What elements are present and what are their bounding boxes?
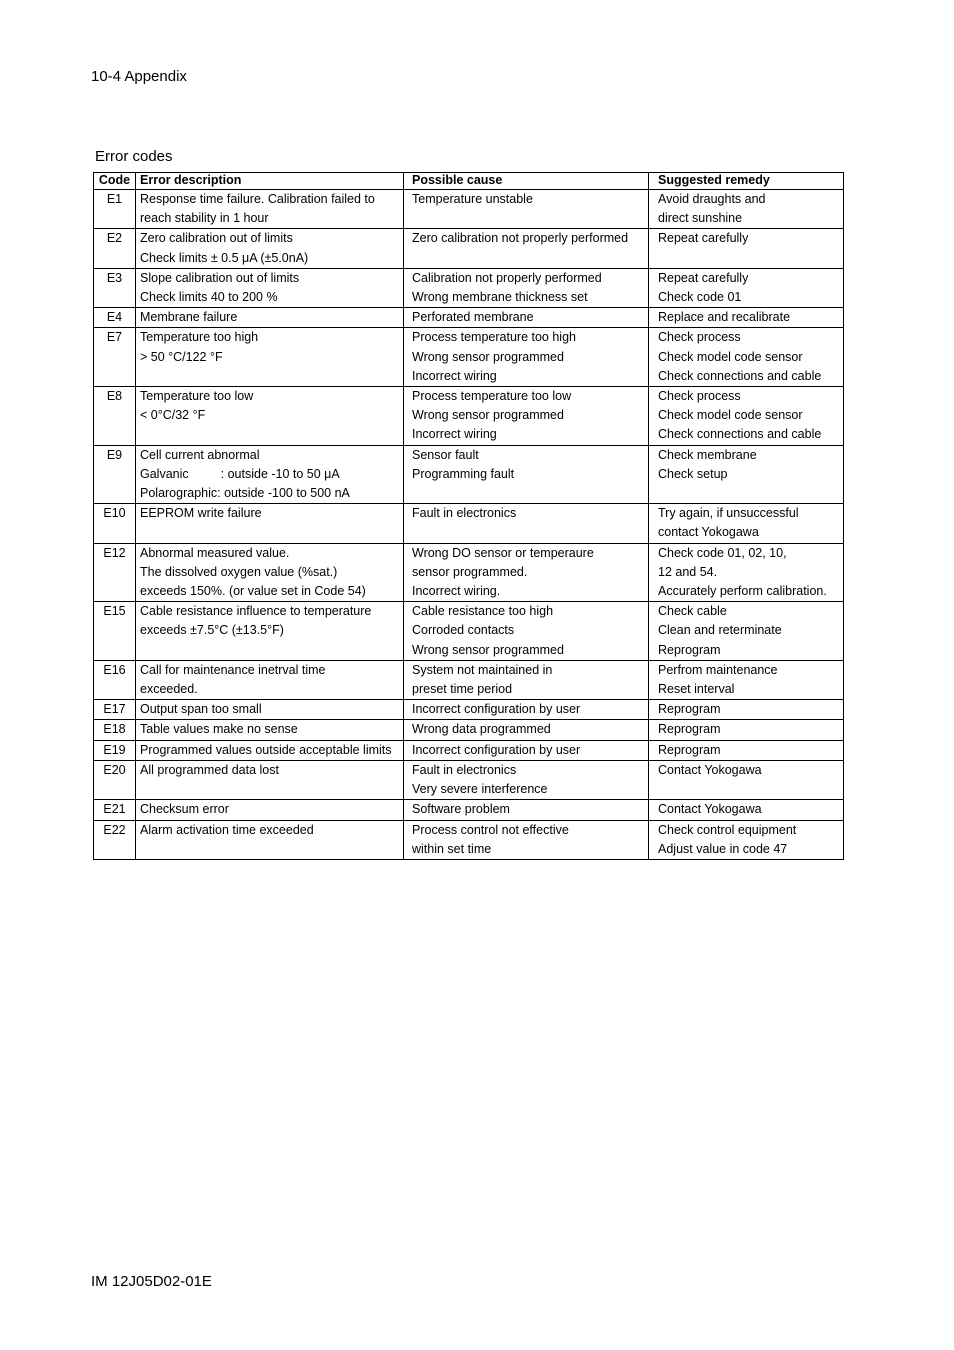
description-line: exceeds 150%. (or value set in Code 54)	[140, 584, 366, 599]
column-header-code: Code	[94, 173, 136, 190]
error-code-cell: E17	[94, 700, 136, 720]
remedy-line: Reprogram	[658, 742, 721, 757]
table-row	[94, 190, 844, 229]
possible-cause-cell	[404, 740, 649, 760]
possible-cause-cell	[404, 660, 649, 699]
cause-line: sensor programmed.	[412, 564, 528, 579]
error-code-cell: E2	[94, 229, 136, 268]
description-line: exceeded.	[140, 682, 198, 697]
suggested-remedy-cell	[649, 602, 844, 661]
suggested-remedy-cell	[649, 820, 844, 859]
error-description-cell	[136, 543, 404, 602]
error-code-cell: E9	[94, 445, 136, 504]
description-line: Checksum error	[140, 802, 229, 817]
cause-line: Calibration not properly performed	[412, 270, 602, 285]
error-description-cell	[136, 800, 404, 820]
suggested-remedy-cell	[649, 504, 844, 543]
remedy-line: Reprogram	[658, 722, 721, 737]
suggested-remedy-cell	[649, 268, 844, 307]
possible-cause-cell	[404, 602, 649, 661]
page-footer: IM 12J05D02-01E	[91, 1273, 212, 1290]
cause-line: Wrong sensor programmed	[412, 642, 564, 657]
remedy-line: Check cable	[658, 604, 727, 619]
possible-cause-cell	[404, 543, 649, 602]
cause-line: Incorrect configuration by user	[412, 702, 581, 717]
table-row	[94, 268, 844, 307]
cause-line: Wrong sensor programmed	[412, 408, 564, 423]
remedy-line: Accurately perform calibration.	[658, 584, 827, 599]
description-line: Programmed values outside acceptable limits	[140, 742, 392, 757]
error-description-cell	[136, 308, 404, 328]
page-header: 10-4 Appendix	[91, 68, 187, 85]
description-line: Alarm activation time exceeded	[140, 822, 314, 837]
description-line: Abnormal measured value.	[140, 545, 290, 560]
remedy-line: Contact Yokogawa	[658, 802, 762, 817]
remedy-line: Reset interval	[658, 682, 735, 697]
error-description-cell	[136, 229, 404, 268]
remedy-line: Adjust value in code 47	[658, 841, 788, 856]
cause-line: Wrong membrane thickness set	[412, 290, 588, 305]
suggested-remedy-cell	[649, 720, 844, 740]
cause-line: Sensor fault	[412, 447, 479, 462]
table-header-row	[94, 173, 844, 190]
error-code-cell: E1	[94, 190, 136, 229]
suggested-remedy-cell	[649, 700, 844, 720]
description-line: Table values make no sense	[140, 722, 298, 737]
remedy-line: contact Yokogawa	[658, 525, 759, 540]
error-description-cell	[136, 760, 404, 799]
error-description-cell	[136, 720, 404, 740]
table-row	[94, 328, 844, 387]
possible-cause-cell	[404, 504, 649, 543]
remedy-line: Try again, if unsuccessful	[658, 506, 799, 521]
table-row	[94, 660, 844, 699]
description-line: Output span too small	[140, 702, 262, 717]
error-code-cell: E10	[94, 504, 136, 543]
error-description-cell	[136, 660, 404, 699]
description-line: Cell current abnormal	[140, 447, 260, 462]
cause-line: Wrong data programmed	[412, 722, 551, 737]
error-description-cell	[136, 740, 404, 760]
possible-cause-cell	[404, 308, 649, 328]
description-line: Response time failure. Calibration failed to	[140, 192, 375, 206]
table-row	[94, 445, 844, 504]
cause-line: Temperature unstable	[412, 192, 533, 206]
table-row	[94, 700, 844, 720]
error-code-cell: E4	[94, 308, 136, 328]
description-line: EEPROM write failure	[140, 506, 262, 521]
description-line: Galvanic : outside -10 to 50 μA	[140, 466, 340, 481]
suggested-remedy-cell	[649, 308, 844, 328]
cause-line: Incorrect wiring.	[412, 584, 501, 599]
cause-line: Process temperature too high	[412, 330, 576, 345]
remedy-line: Replace and recalibrate	[658, 310, 791, 325]
remedy-line: Contact Yokogawa	[658, 762, 762, 777]
cause-line: Process control not effective	[412, 822, 569, 837]
cause-line: Programming fault	[412, 466, 515, 481]
description-line: > 50 °C/122 °F	[140, 349, 223, 364]
table-row	[94, 387, 844, 446]
description-line: exceeds ±7.5°C (±13.5°F)	[140, 623, 284, 638]
error-code-cell: E8	[94, 387, 136, 446]
suggested-remedy-cell	[649, 760, 844, 799]
table-row	[94, 504, 844, 543]
error-description-cell	[136, 387, 404, 446]
error-description-cell	[136, 820, 404, 859]
suggested-remedy-cell	[649, 445, 844, 504]
suggested-remedy-cell	[649, 229, 844, 268]
description-line: The dissolved oxygen value (%sat.)	[140, 564, 338, 579]
description-line: < 0°C/32 °F	[140, 408, 206, 423]
remedy-line: Reprogram	[658, 642, 721, 657]
possible-cause-cell	[404, 720, 649, 740]
suggested-remedy-cell	[649, 660, 844, 699]
remedy-line: Check membrane	[658, 447, 757, 462]
table-row	[94, 800, 844, 820]
table-row	[94, 740, 844, 760]
error-code-cell: E3	[94, 268, 136, 307]
remedy-line: Check connections and cable	[658, 368, 822, 383]
remedy-line: Repeat carefully	[658, 231, 749, 246]
cause-line: within set time	[412, 841, 492, 856]
cause-line: Fault in electronics	[412, 762, 517, 777]
error-code-cell: E7	[94, 328, 136, 387]
error-codes-table	[93, 172, 844, 860]
possible-cause-cell	[404, 387, 649, 446]
possible-cause-cell	[404, 328, 649, 387]
error-description-cell	[136, 268, 404, 307]
remedy-line: Check setup	[658, 466, 728, 481]
possible-cause-cell	[404, 190, 649, 229]
cause-line: Very severe interference	[412, 782, 548, 797]
description-line: Cable resistance influence to temperature	[140, 604, 372, 619]
possible-cause-cell	[404, 229, 649, 268]
remedy-line: Check connections and cable	[658, 427, 822, 442]
suggested-remedy-cell	[649, 387, 844, 446]
error-description-cell	[136, 445, 404, 504]
cause-line: preset time period	[412, 682, 513, 697]
cause-line: Incorrect wiring	[412, 427, 497, 442]
cause-line: Corroded contacts	[412, 623, 515, 638]
error-description-cell	[136, 328, 404, 387]
cause-line: Wrong DO sensor or temperaure	[412, 545, 594, 560]
table-row	[94, 602, 844, 661]
table-row	[94, 229, 844, 268]
possible-cause-cell	[404, 700, 649, 720]
table-row	[94, 308, 844, 328]
cause-line: Incorrect configuration by user	[412, 742, 581, 757]
error-code-cell: E12	[94, 543, 136, 602]
cause-line: Zero calibration not properly performed	[412, 231, 629, 246]
description-line: Membrane failure	[140, 310, 238, 325]
remedy-line: Check model code sensor	[658, 408, 803, 423]
possible-cause-cell	[404, 760, 649, 799]
cause-line: Perforated membrane	[412, 310, 534, 325]
description-line: Check limits ± 0.5 μA (±5.0nA)	[140, 250, 309, 265]
possible-cause-cell	[404, 445, 649, 504]
possible-cause-cell	[404, 800, 649, 820]
column-header-cause: Possible cause	[404, 173, 649, 190]
error-code-cell: E22	[94, 820, 136, 859]
error-description-cell	[136, 602, 404, 661]
description-line: Slope calibration out of limits	[140, 270, 300, 285]
remedy-line: Perfrom maintenance	[658, 662, 778, 677]
suggested-remedy-cell	[649, 800, 844, 820]
cause-line: System not maintained in	[412, 662, 553, 677]
remedy-line: Repeat carefully	[658, 270, 749, 285]
error-code-cell: E21	[94, 800, 136, 820]
description-line: Call for maintenance inetrval time	[140, 662, 326, 677]
table-row	[94, 820, 844, 859]
description-line: Temperature too high	[140, 330, 259, 345]
description-line: Check limits 40 to 200 %	[140, 290, 278, 305]
cause-line: Process temperature too low	[412, 389, 572, 404]
cause-line: Software problem	[412, 802, 510, 817]
error-code-cell: E15	[94, 602, 136, 661]
remedy-line: Check code 01, 02, 10,	[658, 545, 787, 560]
remedy-line: Check process	[658, 330, 741, 345]
suggested-remedy-cell	[649, 328, 844, 387]
remedy-line: Avoid draughts and	[658, 192, 766, 206]
error-code-cell: E16	[94, 660, 136, 699]
cause-line: Cable resistance too high	[412, 604, 554, 619]
error-description-cell	[136, 700, 404, 720]
section-title: Error codes	[95, 148, 173, 165]
table-row	[94, 720, 844, 740]
possible-cause-cell	[404, 820, 649, 859]
remedy-line: direct sunshine	[658, 211, 743, 226]
possible-cause-cell	[404, 268, 649, 307]
remedy-line: Check code 01	[658, 290, 742, 305]
table-row	[94, 760, 844, 799]
remedy-line: Reprogram	[658, 702, 721, 717]
remedy-line: 12 and 54.	[658, 564, 718, 579]
remedy-line: Check model code sensor	[658, 349, 803, 364]
error-description-cell	[136, 190, 404, 229]
description-line: Polarographic: outside -100 to 500 nA	[140, 486, 350, 501]
suggested-remedy-cell	[649, 543, 844, 602]
description-line: All programmed data lost	[140, 762, 279, 777]
column-header-remedy: Suggested remedy	[649, 173, 844, 190]
suggested-remedy-cell	[649, 190, 844, 229]
remedy-line: Check process	[658, 389, 741, 404]
description-line: Zero calibration out of limits	[140, 231, 293, 246]
error-code-cell: E20	[94, 760, 136, 799]
cause-line: Wrong sensor programmed	[412, 349, 564, 364]
suggested-remedy-cell	[649, 740, 844, 760]
error-code-cell: E18	[94, 720, 136, 740]
cause-line: Fault in electronics	[412, 506, 517, 521]
column-header-description: Error description	[136, 173, 404, 190]
table-row	[94, 543, 844, 602]
remedy-line: Check control equipment	[658, 822, 797, 837]
description-line: reach stability in 1 hour	[140, 211, 269, 226]
description-line: Temperature too low	[140, 389, 254, 404]
cause-line: Incorrect wiring	[412, 368, 497, 383]
remedy-line: Clean and reterminate	[658, 623, 782, 638]
table-body	[94, 190, 844, 860]
error-code-cell: E19	[94, 740, 136, 760]
error-description-cell	[136, 504, 404, 543]
